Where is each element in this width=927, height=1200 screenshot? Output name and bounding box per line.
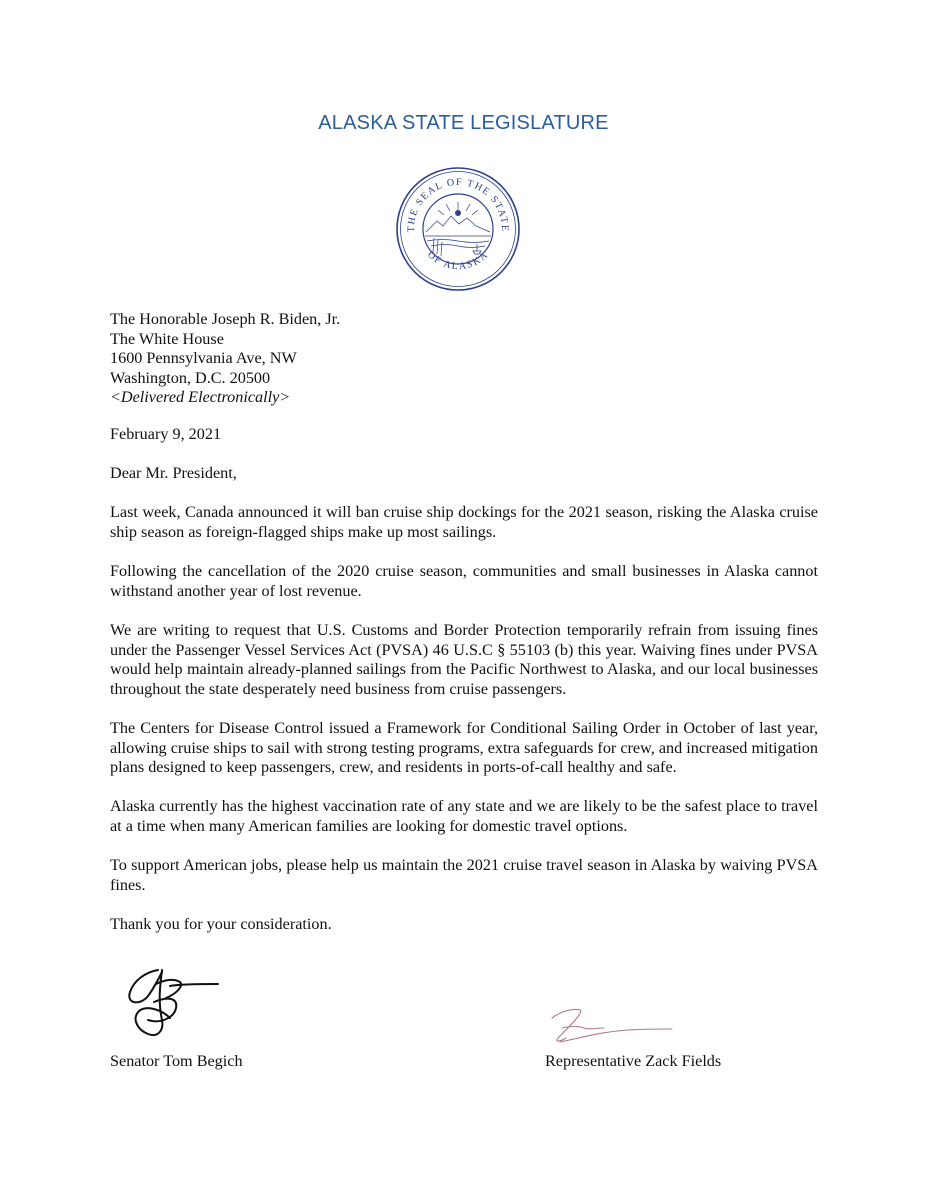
address-line-3: 1600 Pennsylvania Ave, NW	[110, 349, 297, 368]
alaska-state-seal	[395, 166, 521, 292]
recipient-name: The Honorable Joseph R. Biden, Jr.	[110, 310, 341, 328]
letter-paragraph-4: The Centers for Disease Control issued a Framework for Conditional Sailing Order in October of last year, allowing cruise ships to sail with strong testing programs, extra safeguards for crew, and increased mitigation plans designed to keep passengers, crew, and residents in ports-of-call healthy and safe.	[110, 718, 818, 777]
letter-paragraph-3: We are writing to request that U.S. Customs and Border Protection temporarily refrain from issuing fines under the Passenger Vessel Services Act (PVSA) 46 U.S.C § 55103 (b) this year. Waiving fines under PVSA would help maintain already-planned sailings from the Pacific Northwest to Alaska, and our local businesses throughout the state desperately need business from cruise passengers.	[110, 620, 818, 698]
letter-closing: Thank you for your consideration.	[110, 914, 332, 933]
letter-date: February 9, 2021	[110, 425, 222, 443]
address-line-4: Washington, D.C. 20500	[110, 368, 271, 387]
letter-paragraph-6: To support American jobs, please help us maintain the 2021 cruise travel season in Alaska by waiving PVSA fines.	[110, 856, 818, 894]
seal-bottom-text: OF ALASKA	[425, 249, 491, 273]
signature-zack-fields	[540, 998, 680, 1050]
letter-paragraph-1: Last week, Canada announced it will ban cruise ship dockings for the 2021 season, risking the Alaska cruise ship season as foreign-flagged ships make up most sailings.	[110, 503, 818, 541]
letter-paragraph-2: Following the cancellation of the 2020 cruise season, communities and small businesses in Alaska cannot withstand another year of lost revenue.	[110, 562, 818, 600]
recipient-address-block	[110, 310, 340, 408]
letter-salutation: Dear Mr. President,	[110, 464, 237, 483]
letter-body	[110, 425, 818, 934]
delivery-note: <Delivered Electronically>	[110, 388, 291, 407]
signature-tom-begich	[118, 962, 228, 1044]
signer-left-name: Senator Tom Begich	[110, 1052, 243, 1070]
address-line-2: The White House	[110, 329, 224, 348]
letter-paragraph-5: Alaska currently has the highest vaccination rate of any state and we are likely to be the safest place to travel at a time when many American families are looking for domestic travel options.	[110, 797, 818, 835]
seal-top-text: THE SEAL OF THE STATE	[405, 176, 511, 233]
signer-right-name: Representative Zack Fields	[545, 1052, 722, 1070]
letterhead-title: ALASKA STATE LEGISLATURE	[318, 112, 609, 134]
